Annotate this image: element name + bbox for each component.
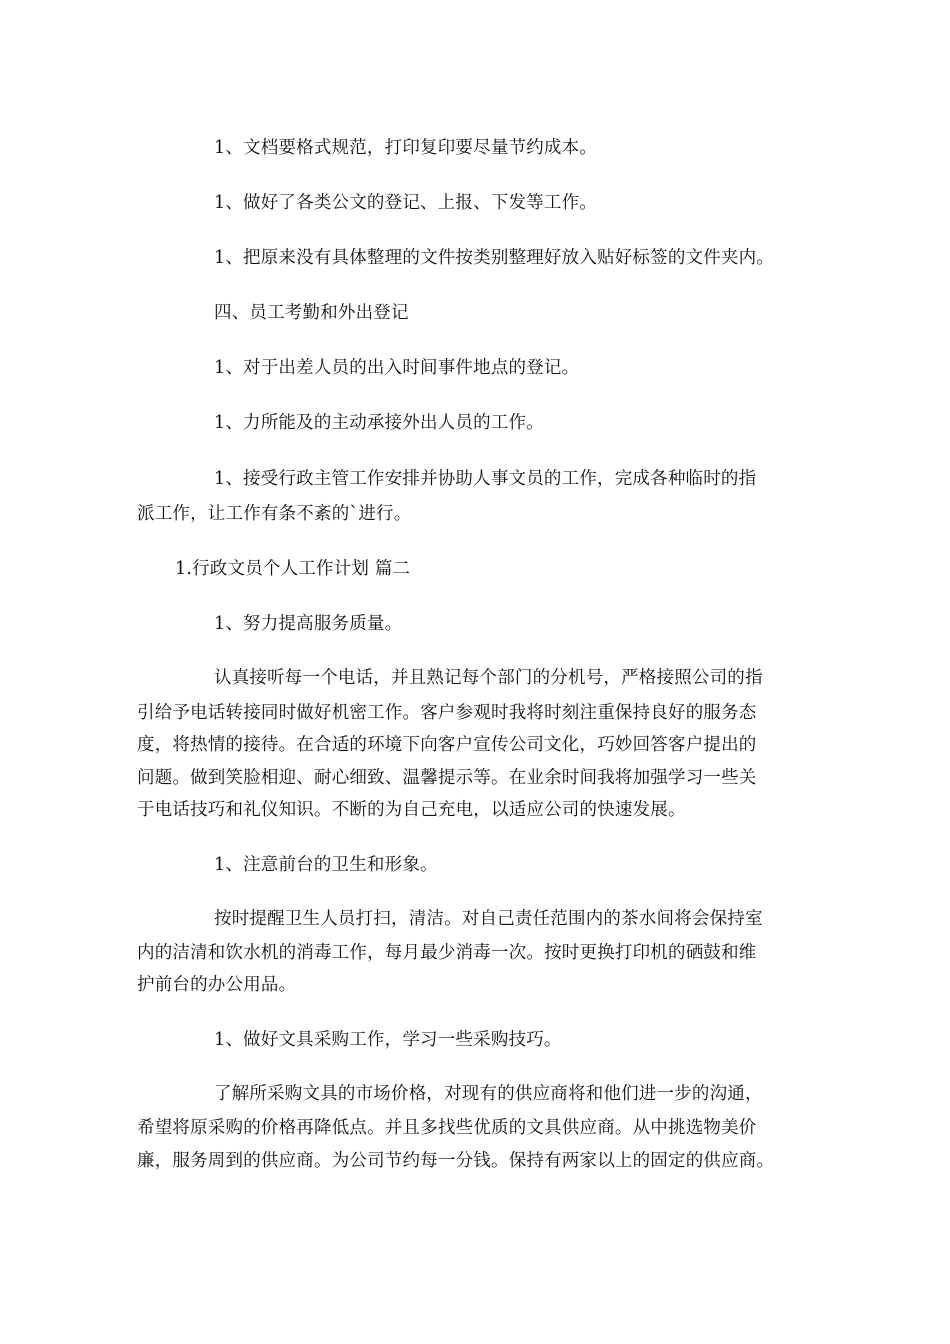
paragraph-line: 派工作，让工作有条不紊的`进行。: [137, 504, 412, 524]
list-item: 1、注意前台的卫生和形象。: [214, 855, 438, 875]
paragraph-line: 度，将热情的接待。在合适的环境下向客户宣传公司文化，巧妙回答客户提出的: [137, 735, 757, 755]
list-item: 1、力所能及的主动承接外出人员的工作。: [214, 413, 544, 433]
list-item: 1、做好文具采购工作，学习一些采购技巧。: [214, 1030, 562, 1050]
paragraph-line: 廉，服务周到的供应商。为公司节约每一分钱。保持有两家以上的固定的供应商。: [137, 1151, 775, 1171]
paragraph-line: 认真接听每一个电话，并且熟记每个部门的分机号，严格接照公司的指: [214, 668, 763, 688]
paragraph-line: 护前台的办公用品。: [137, 975, 297, 995]
paragraph-line: 问题。做到笑脸相迎、耐心细致、温馨提示等。在业余时间我将加强学习一些关: [137, 768, 757, 788]
list-item: 1、做好了各类公文的登记、上报、下发等工作。: [214, 193, 598, 213]
list-item: 1、努力提高服务质量。: [214, 614, 403, 634]
paragraph-line: 内的洁清和饮水机的消毒工作，每月最少消毒一次。按时更换打印机的硒鼓和维: [137, 943, 757, 963]
paragraph-line: 引给予电话转接同时做好机密工作。客户参观时我将时刻注重保持良好的服务态: [137, 703, 757, 723]
list-item: 1、把原来没有具体整理的文件按类别整理好放入贴好标签的文件夹内。: [214, 248, 775, 268]
paragraph-line: 希望将原采购的价格再降低点。并且多找些优质的文具供应商。从中挑选物美价: [137, 1118, 757, 1138]
paragraph-line: 于电话技巧和礼仪知识。不断的为自己充电，以适应公司的快速发展。: [137, 800, 686, 820]
list-item: 1、接受行政主管工作安排并协助人事文员的工作，完成各种临时的指: [214, 469, 757, 489]
paragraph-line: 按时提醒卫生人员打扫，清洁。对自己责任范围内的茶水间将会保持室: [214, 909, 763, 929]
paragraph-line: 了解所采购文具的市场价格，对现有的供应商将和他们进一步的沟通，: [214, 1084, 763, 1104]
list-item: 1、对于出差人员的出入时间事件地点的登记。: [214, 358, 580, 378]
list-item: 1、文档要格式规范，打印复印要尽量节约成本。: [214, 138, 598, 158]
section-title: 1.行政文员个人工作计划 篇二: [175, 559, 411, 579]
section-heading: 四、员工考勤和外出登记: [214, 303, 409, 323]
